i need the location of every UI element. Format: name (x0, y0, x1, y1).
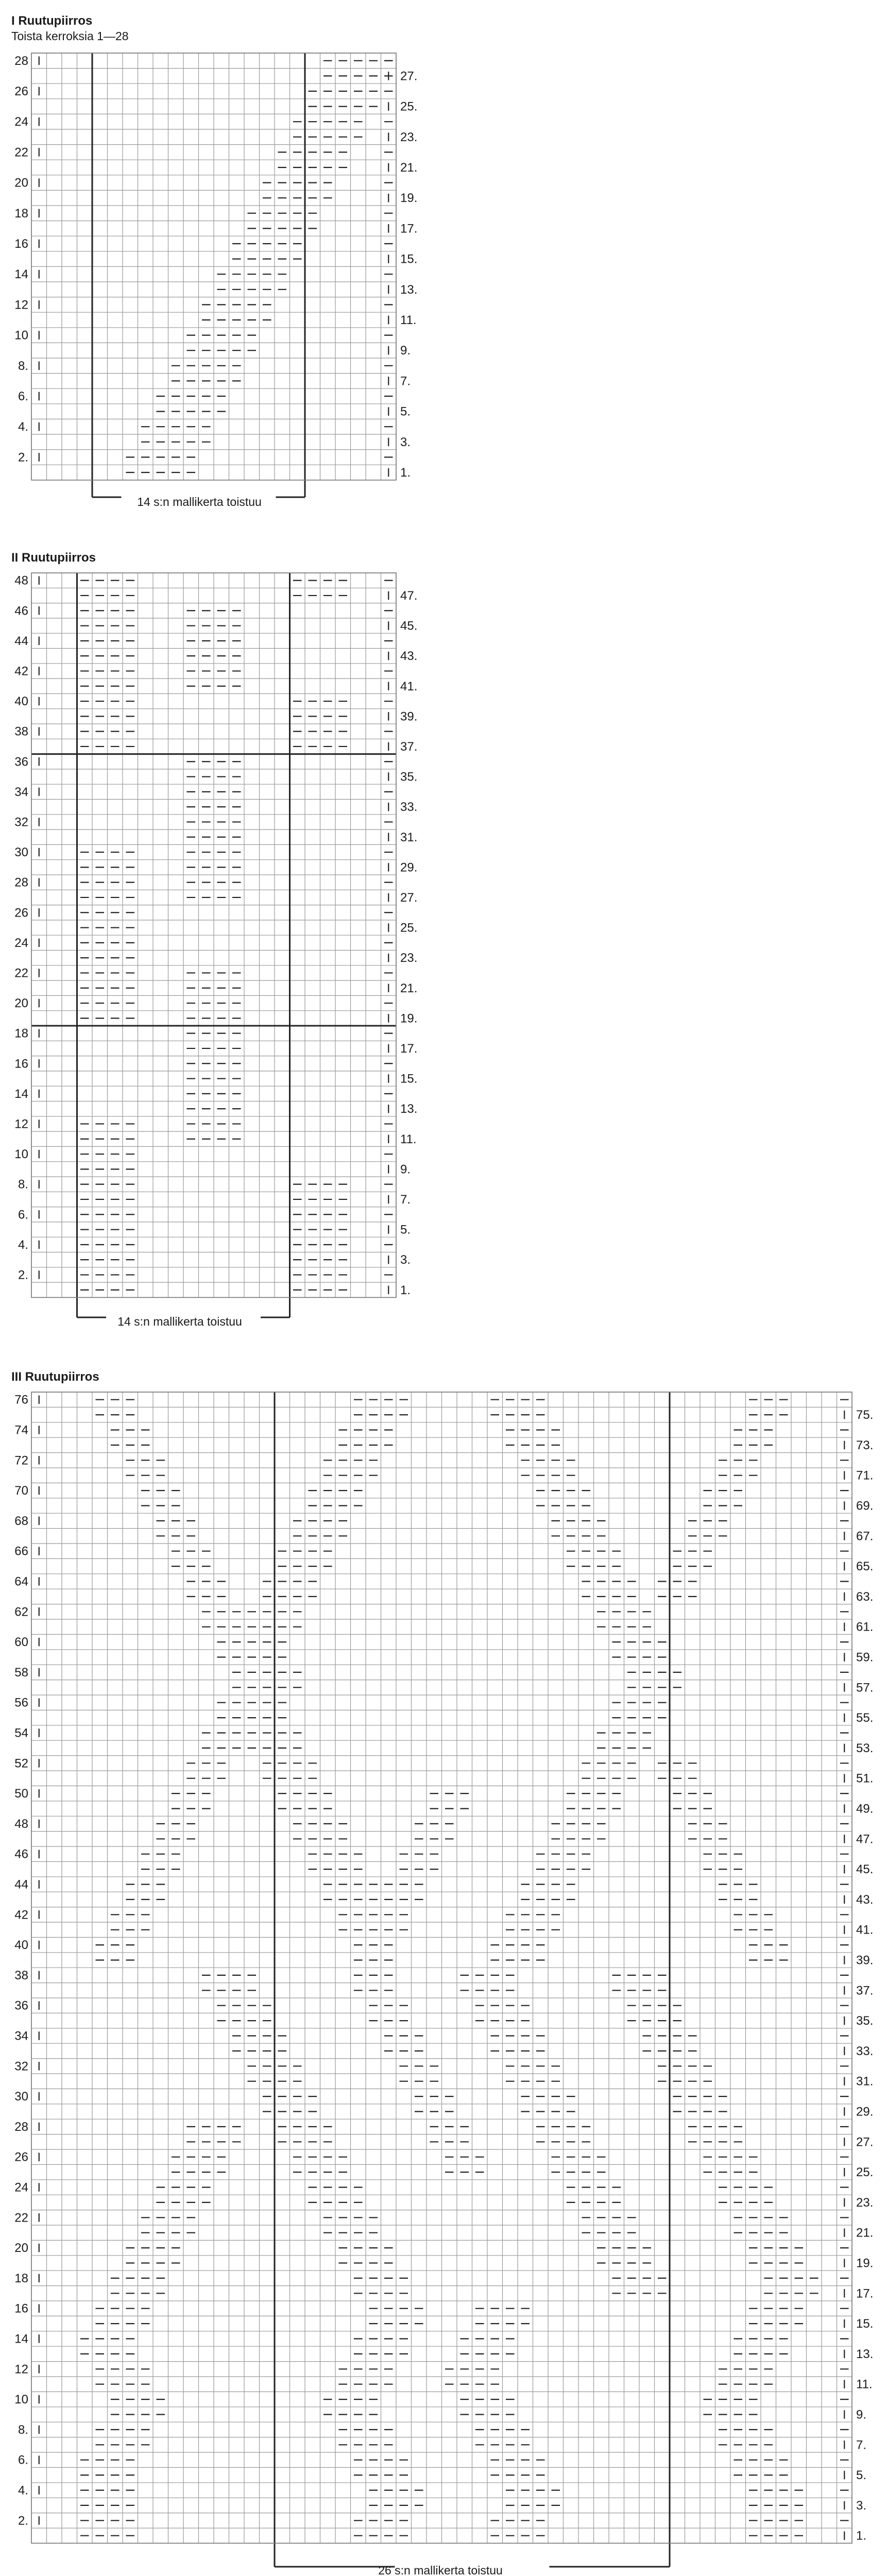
row-number: 70 (14, 1484, 28, 1498)
row-number: 43. (400, 649, 418, 664)
chart-1-grid (14, 53, 417, 497)
row-number: 49. (856, 1802, 874, 1816)
row-number: 20 (14, 176, 28, 190)
row-number: 15. (400, 252, 418, 266)
row-number: 30 (14, 2090, 28, 2104)
row-number: 50 (14, 1787, 28, 1801)
row-number: 55. (856, 1711, 874, 1725)
row-number: 64 (14, 1574, 28, 1589)
row-number: 46 (14, 604, 28, 618)
row-number: 22 (14, 145, 28, 160)
row-number: 6. (18, 2453, 28, 2467)
row-number: 5. (400, 1223, 411, 1237)
row-number: 23. (400, 130, 418, 144)
row-number: 10 (14, 2393, 28, 2407)
row-number: 69. (856, 1499, 874, 1513)
chart-2-grid (14, 573, 417, 1317)
row-number: 3. (400, 1253, 411, 1267)
row-number: 23. (856, 2195, 874, 2210)
row-number: 19. (856, 2256, 874, 2270)
chart-1-title: I Ruutupiirros (11, 14, 93, 28)
row-number: 39. (856, 1953, 874, 1968)
row-number: 22 (14, 2211, 28, 2225)
row-number: 74 (14, 1423, 28, 1437)
row-number: 67. (856, 1529, 874, 1544)
row-number: 25. (856, 2165, 874, 2180)
chart-3 (11, 1370, 873, 2576)
row-number: 41. (400, 679, 418, 693)
row-number: 4. (18, 2483, 28, 2498)
chart-1 (11, 14, 417, 509)
row-number: 44 (14, 634, 28, 648)
row-number: 75. (856, 1408, 874, 1422)
row-number: 60 (14, 1635, 28, 1650)
row-number: 25. (400, 921, 418, 935)
row-number: 8. (18, 359, 28, 373)
row-number: 45. (856, 1862, 874, 1877)
row-number: 16 (14, 2301, 28, 2316)
row-number: 44 (14, 1877, 28, 1892)
row-number: 33. (400, 800, 418, 815)
row-number: 4. (18, 1238, 28, 1252)
row-number: 42 (14, 664, 28, 679)
row-number: 6. (18, 389, 28, 403)
row-number: 13. (400, 282, 418, 297)
row-number: 20 (14, 2241, 28, 2256)
row-number: 37. (856, 1984, 874, 1998)
row-number: 21. (856, 2226, 874, 2240)
row-number: 12 (14, 1117, 28, 1131)
row-number: 18 (14, 206, 28, 221)
row-number: 51. (856, 1771, 874, 1786)
row-number: 26 (14, 2150, 28, 2164)
row-number: 24 (14, 2180, 28, 2195)
row-number: 31. (400, 830, 418, 844)
row-number: 47. (856, 1832, 874, 1846)
row-number: 28 (14, 875, 28, 890)
row-number: 35. (856, 2014, 874, 2028)
row-number: 68 (14, 1514, 28, 1528)
row-number: 38 (14, 1968, 28, 1982)
row-number: 3. (856, 2498, 867, 2513)
row-number: 34 (14, 785, 28, 799)
row-number: 26 (14, 906, 28, 920)
row-number: 7. (400, 1192, 411, 1207)
row-number: 17. (400, 222, 418, 236)
row-number: 5. (856, 2468, 867, 2483)
row-number: 1. (400, 466, 411, 480)
row-number: 8. (18, 1177, 28, 1192)
row-number: 9. (856, 2408, 867, 2422)
row-number: 54 (14, 1726, 28, 1740)
row-number: 4. (18, 420, 28, 434)
row-number: 11. (400, 1132, 417, 1146)
row-number: 10 (14, 328, 28, 343)
row-number: 8. (18, 2422, 28, 2437)
row-number: 2. (18, 1268, 28, 1282)
row-number: 42 (14, 1908, 28, 1922)
row-number: 12 (14, 2362, 28, 2377)
row-number: 63. (856, 1589, 874, 1604)
row-number: 34 (14, 2029, 28, 2043)
row-number: 37. (400, 739, 418, 754)
row-number: 43. (856, 1892, 874, 1907)
chart-3-grid (14, 1392, 873, 2567)
chart-1-subtitle: Toista kerroksia 1—28 (11, 29, 129, 43)
row-number: 27. (400, 890, 418, 905)
row-number: 39. (400, 709, 418, 724)
row-number: 33. (856, 2044, 874, 2058)
row-number: 29. (856, 2105, 874, 2119)
row-number: 41. (856, 1923, 874, 1937)
row-number: 16 (14, 1057, 28, 1071)
chart-2-repeat-label: 14 s:n mallikerta toistuu (117, 1315, 242, 1328)
row-number: 65. (856, 1560, 874, 1574)
row-number: 30 (14, 845, 28, 860)
row-number: 17. (856, 2286, 874, 2301)
row-number: 26 (14, 84, 28, 98)
row-number: 15. (400, 1072, 418, 1086)
row-number: 38 (14, 724, 28, 739)
row-number: 35. (400, 770, 418, 784)
row-number: 53. (856, 1741, 874, 1755)
row-number: 6. (18, 1208, 28, 1222)
row-number: 14 (14, 2332, 28, 2346)
row-number: 20 (14, 996, 28, 1011)
chart-1-repeat-label: 14 s:n mallikerta toistuu (137, 495, 262, 509)
row-number: 11. (856, 2377, 873, 2392)
row-number: 9. (400, 344, 411, 358)
row-number: 18 (14, 2271, 28, 2285)
chart-2 (11, 551, 417, 1328)
row-number: 58 (14, 1665, 28, 1680)
row-number: 13. (856, 2347, 874, 2361)
row-number: 66 (14, 1544, 28, 1558)
row-number: 19. (400, 1011, 418, 1026)
row-number: 61. (856, 1620, 874, 1634)
row-number: 62 (14, 1605, 28, 1619)
row-number: 27. (856, 2135, 874, 2149)
row-number: 7. (400, 374, 411, 388)
row-number: 10 (14, 1147, 28, 1162)
row-number: 40 (14, 694, 28, 709)
row-number: 46 (14, 1847, 28, 1861)
row-number: 32 (14, 2059, 28, 2074)
chart-3-title: III Ruutupiirros (11, 1370, 99, 1384)
row-number: 29. (400, 860, 418, 875)
row-number: 14 (14, 267, 28, 282)
row-number: 12 (14, 298, 28, 312)
row-number: 13. (400, 1102, 418, 1116)
row-number: 40 (14, 1938, 28, 1953)
row-number: 73. (856, 1438, 874, 1452)
row-number: 72 (14, 1453, 28, 1468)
row-number: 11. (400, 313, 417, 327)
row-number: 56 (14, 1696, 28, 1710)
row-number: 25. (400, 99, 418, 114)
row-number: 57. (856, 1681, 874, 1695)
row-number: 1. (856, 2529, 867, 2543)
row-number: 7. (856, 2438, 867, 2452)
row-number: 48 (14, 573, 28, 588)
row-number: 3. (400, 435, 411, 449)
row-number: 14 (14, 1087, 28, 1101)
row-number: 45. (400, 619, 418, 633)
row-number: 19. (400, 191, 418, 206)
row-number: 32 (14, 815, 28, 829)
row-number: 16 (14, 237, 28, 251)
row-number: 47. (400, 588, 418, 603)
row-number: 18 (14, 1026, 28, 1041)
row-number: 28 (14, 2120, 28, 2134)
row-number: 24 (14, 115, 28, 129)
row-number: 76 (14, 1393, 28, 1407)
chart-3-repeat-label: 26 s:n mallikerta toistuu (378, 2564, 503, 2576)
row-number: 21. (400, 981, 418, 995)
row-number: 23. (400, 951, 418, 965)
row-number: 1. (400, 1283, 411, 1297)
row-number: 27. (400, 69, 418, 83)
row-number: 36 (14, 755, 28, 769)
row-number: 2. (18, 2514, 28, 2528)
row-number: 21. (400, 161, 418, 175)
row-number: 48 (14, 1817, 28, 1831)
row-number: 59. (856, 1650, 874, 1665)
chart-2-title: II Ruutupiirros (11, 551, 96, 565)
row-number: 24 (14, 936, 28, 950)
row-number: 52 (14, 1756, 28, 1771)
row-number: 36 (14, 1998, 28, 2013)
row-number: 17. (400, 1041, 418, 1056)
row-number: 2. (18, 450, 28, 465)
row-number: 9. (400, 1162, 411, 1177)
row-number: 71. (856, 1468, 874, 1483)
row-number: 22 (14, 966, 28, 980)
row-number: 28 (14, 54, 28, 68)
row-number: 5. (400, 404, 411, 419)
row-number: 15. (856, 2317, 874, 2331)
row-number: 31. (856, 2074, 874, 2089)
